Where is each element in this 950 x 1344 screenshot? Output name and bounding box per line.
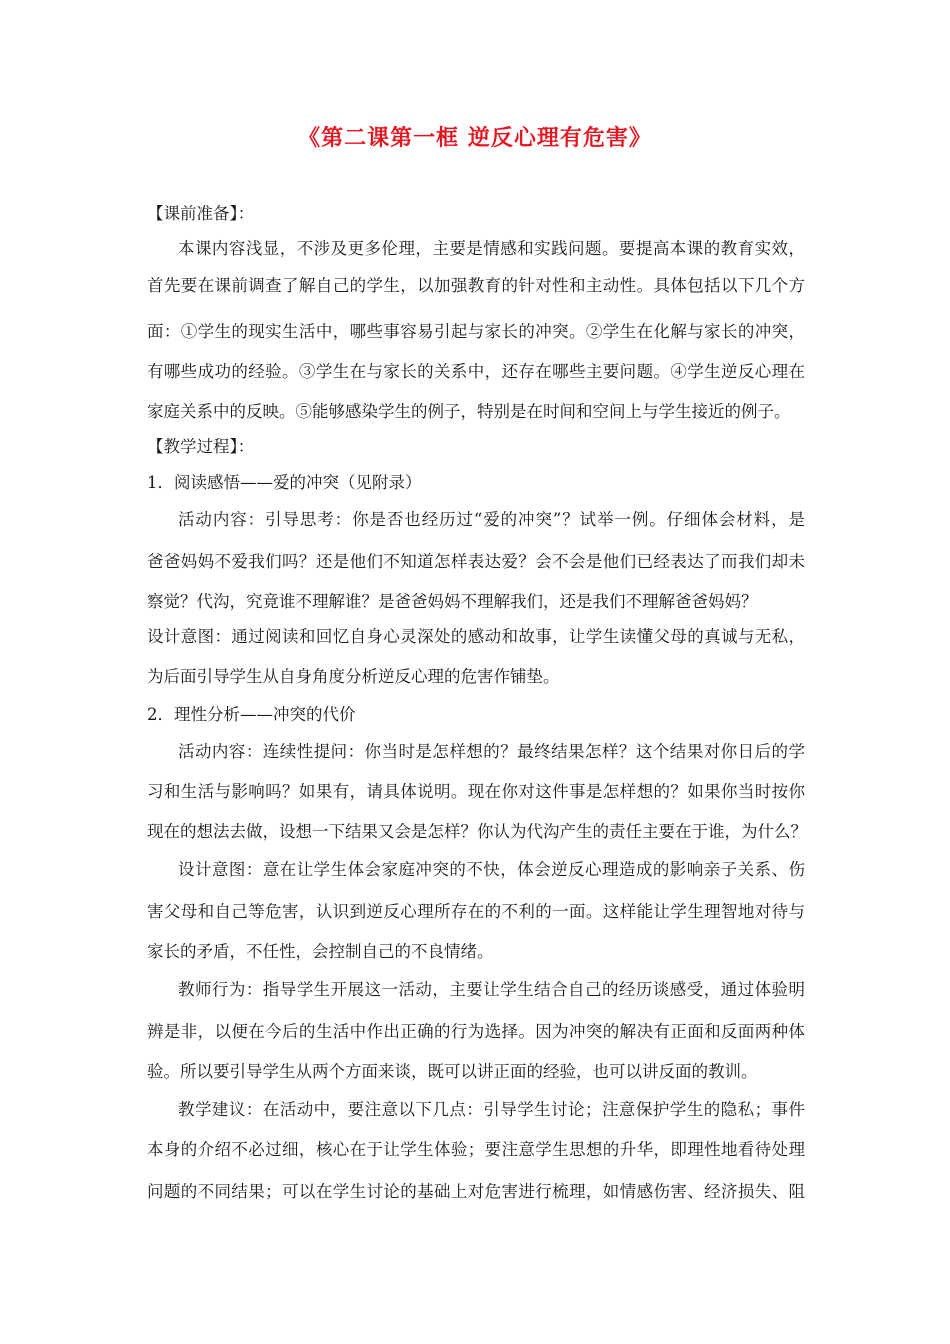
prep-line: 首先要在课前调查了解自己的学生，以加强教育的针对性和主动性。具体包括以下几个方 bbox=[147, 276, 805, 295]
item1-design-line: 设计意图：通过阅读和回忆自身心灵深处的感动和故事，让学生读懂父母的真诚与无私， bbox=[147, 627, 805, 646]
item1-activity-line: 活动内容：引导思考：你是否也经历过“爱的冲突”？试举一例。仔细体会材料，是 bbox=[178, 510, 805, 529]
prep-line: 有哪些成功的经验。③学生在与家长的关系中，还存在哪些主要问题。④学生逆反心理在 bbox=[147, 362, 805, 381]
item2-design-line: 设计意图：意在让学生体会家庭冲突的不快，体会逆反心理造成的影响亲子关系、伤 bbox=[178, 860, 805, 879]
prep-line: 家庭关系中的反映。⑤能够感染学生的例子，特别是在时间和空间上与学生接近的例子。 bbox=[147, 402, 791, 421]
prep-line: 面：①学生的现实生活中，哪些事容易引起与家长的冲突。②学生在化解与家长的冲突， bbox=[147, 322, 805, 341]
section-heading-process: 【教学过程】： bbox=[147, 437, 255, 456]
item1-heading: 1．阅读感悟——爱的冲突（见附录） bbox=[147, 473, 422, 492]
item2-advice-line: 本身的介绍不必过细，核心在于让学生体验；要注意学生思想的升华，即理性地看待处理 bbox=[147, 1140, 805, 1159]
item2-activity-line: 活动内容：连续性提问：你当时是怎样想的？最终结果怎样？这个结果对你日后的学 bbox=[178, 742, 805, 761]
item2-design-line: 家长的矛盾，不任性，会控制自己的不良情绪。 bbox=[147, 942, 494, 961]
item2-advice-line: 教学建议：在活动中，要注意以下几点：引导学生讨论；注意保护学生的隐私；事件 bbox=[178, 1100, 805, 1119]
item2-activity-line: 习和生活与影响吗？如果有，请具体说明。现在你对这件事是怎样想的？如果你当时按你 bbox=[147, 782, 805, 801]
item2-design-line: 害父母和自己等危害，认识到逆反心理所存在的不利的一面。这样能让学生理智地对待与 bbox=[147, 902, 805, 921]
item1-activity-line: 察觉？代沟，究竟谁不理解谁？是爸爸妈妈不理解我们，还是我们不理解爸爸妈妈？ bbox=[147, 592, 758, 611]
item2-teacher-line: 辨是非，以便在今后的生活中作出正确的行为选择。因为冲突的解决有正面和反面两种体 bbox=[147, 1022, 805, 1041]
item2-teacher-line: 验。所以要引导学生从两个方面来谈，既可以讲正面的经验，也可以讲反面的教训。 bbox=[147, 1062, 758, 1081]
item2-activity-line: 现在的想法去做，设想一下结果又会是怎样？你认为代沟产生的责任主要在于谁，为什么？ bbox=[147, 822, 807, 841]
item2-teacher-line: 教师行为：指导学生开展这一活动，主要让学生结合自己的经历谈感受，通过体验明 bbox=[178, 980, 805, 999]
prep-line: 本课内容浅显，不涉及更多伦理，主要是情感和实践问题。要提高本课的教育实效， bbox=[178, 239, 805, 258]
item1-design-line: 为后面引导学生从自身角度分析逆反心理的危害作铺垫。 bbox=[147, 667, 560, 686]
section-heading-prep: 【课前准备】： bbox=[147, 204, 255, 223]
item2-heading: 2．理性分析——冲突的代价 bbox=[147, 705, 356, 724]
page-title: 《第二课第一框 逆反心理有危害》 bbox=[298, 125, 652, 151]
item1-activity-line: 爸爸妈妈不爱我们吗？还是他们不知道怎样表达爱？会不会是他们已经表达了而我们却未 bbox=[147, 552, 805, 571]
item2-advice-line: 问题的不同结果；可以在学生讨论的基础上对危害进行梳理，如情感伤害、经济损失、阻 bbox=[147, 1182, 805, 1201]
